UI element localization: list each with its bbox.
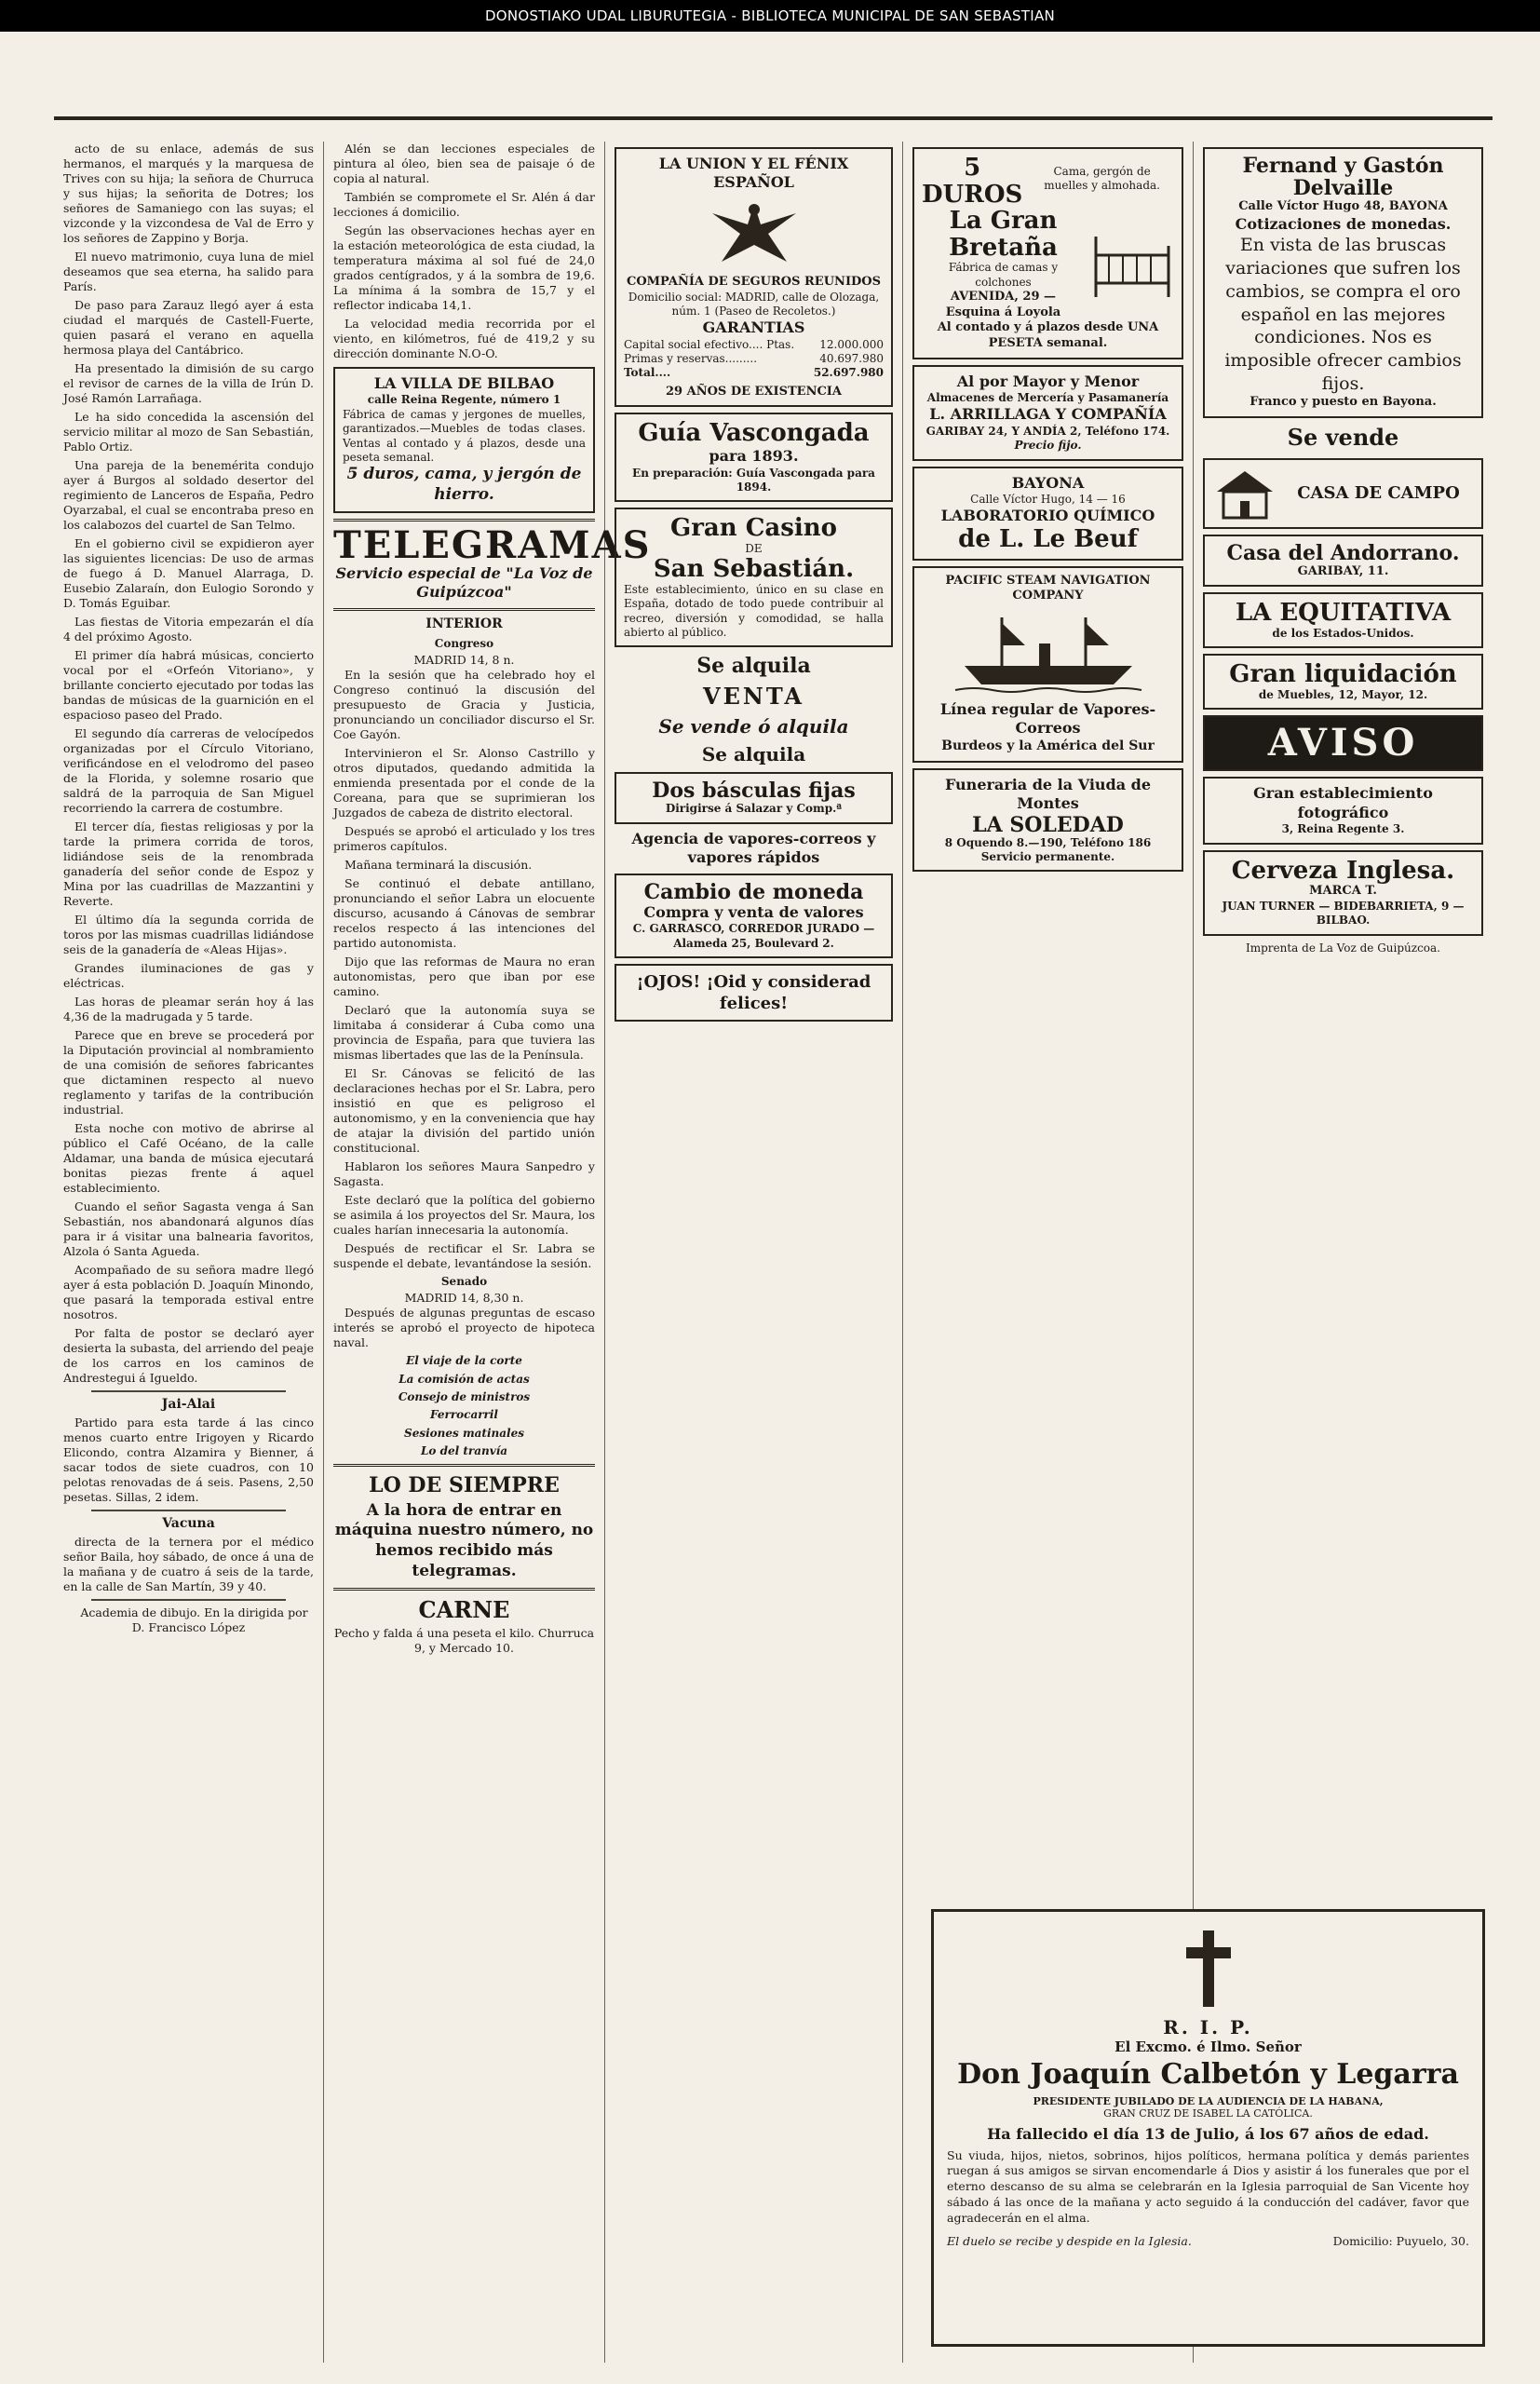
capital-label: Capital social efectivo.... Ptas. <box>624 337 795 351</box>
campo-title: CASA DE CAMPO <box>1297 483 1460 504</box>
cambio-ad <box>615 874 893 958</box>
senado-date: MADRID 14, 8,30 n. <box>404 1291 524 1306</box>
divider <box>91 1599 286 1601</box>
actas-heading: La comisión de actas <box>399 1372 530 1386</box>
alquila2-heading: Se alquila <box>701 742 806 765</box>
academia-text: Academia de dibujo. En la dirigida por D. Francisco López <box>80 1605 308 1634</box>
vende-heading: Se vende ó alquila <box>658 715 849 738</box>
obituary-title2: GRAN CRUZ DE ISABEL LA CATÓLICA. <box>1103 2106 1313 2120</box>
primas-row <box>624 352 884 366</box>
cambio-title: Cambio de moneda <box>643 879 864 904</box>
archive-header: DONOSTIAKO UDAL LIBURUTEGIA - BIBLIOTECA MUNICIPAL DE SAN SEBASTIAN <box>0 0 1540 32</box>
news-paragraph: El último día la segunda corrida de toros por las mismas cuadrillas lidiándose seis de la ganadería de «Aleas Hijas». <box>63 913 314 956</box>
obituary-duelo: El duelo se recibe y despide en la Iglesia. <box>947 2233 1192 2248</box>
capital-value: 12.000.000 <box>819 337 884 351</box>
cambio-sub: Compra y venta de valores <box>643 902 864 921</box>
aviso-ad <box>1203 715 1483 771</box>
steamship-icon <box>955 608 1141 697</box>
congreso-paragraph: Este declaró que la política del gobierno se asimila á los proyectos del Sr. Maura, los cuales harían innecesaria la autonomía. <box>333 1192 595 1237</box>
funeraria-sub: Servicio permanente. <box>980 850 1115 864</box>
congreso-paragraph: Se continuó el debate antillano, pronunciando el señor Labra un elocuente discurso, acusando á Cánovas de sembrar recelos respecto á las intenciones del partido autonomista. <box>333 875 595 950</box>
ferrocarril-heading: Ferrocarril <box>430 1408 498 1422</box>
fernand-sub: Cotizaciones de monedas. <box>1235 215 1452 233</box>
note-paragraph: También se compromete el Sr. Alén á dar lecciones á domicilio. <box>333 190 595 219</box>
funeraria-name: LA SOLEDAD <box>972 812 1124 837</box>
news-paragraph: De paso para Zarauz llegó ayer á esta ciudad el marqués de Castell-Fuerte, quien pasará el verano en aquella hermosa playa del Cantábrico. <box>63 298 314 357</box>
house-icon <box>1212 466 1277 522</box>
siempre-heading: LO DE SIEMPRE <box>369 1473 560 1498</box>
guia-title: Guía Vascongada <box>638 419 870 448</box>
telegramas-title: TELEGRAMAS <box>333 522 652 567</box>
capital-row <box>624 338 884 352</box>
note-paragraph: Según las observaciones hechas ayer en la estación meteorológica de esta ciudad, la temperatura máxima al sol fué de 24,0 grados centígrados, y á la sombra de 19,6. La mínima á la sombra de 15,7 y el reflector indicaba 14,1. <box>333 224 595 312</box>
siempre-text: A la hora de entrar en máquina nuestro número, no hemos recibido más telegramas. <box>334 1500 594 1580</box>
obituary-name: Don Joaquín Calbetón y Legarra <box>957 2058 1459 2091</box>
liquidacion-sub: de Muebles, 12, Mayor, 12. <box>1258 687 1428 701</box>
duros-row <box>922 155 1174 208</box>
villa-title: LA VILLA DE BILBAO <box>373 374 555 392</box>
note-paragraph: Alén se dan lecciones especiales de pintura al óleo, bien sea de paisaje ó de copia al natural. <box>333 142 595 185</box>
equitativa-sub: de los Estados-Unidos. <box>1272 627 1414 641</box>
congreso-paragraph: El Sr. Cánovas se felicitó de las declaraciones hechas por el Sr. Labra, pero insistió en que es peligroso el autonomismo, y en la conveniencia que hay de atajar la división del partido unión constitucional. <box>333 1065 595 1155</box>
news-paragraph: El tercer día, fiestas religiosas y por la tarde la primera corrida de toros, lidiándose seis de la renombrada ganadería del señor conde de Espoz y Mina por las cuadrillas de Mazzantini y Reverte. <box>63 820 314 908</box>
congreso-heading: Congreso <box>434 636 494 650</box>
divider <box>333 519 595 522</box>
congreso-paragraph: Hablaron los señores Maura Sanpedro y Sagasta. <box>333 1158 595 1188</box>
news-paragraph: En el gobierno civil se expidieron ayer las siguientes licencias: De uso de armas de fuego á D. Manuel Alarraga, D. Eusebio Zalaraín, don Eulogio Sorondo y D. Tomás Eguibar. <box>63 536 314 610</box>
fernand-title: Fernand y Gastón Delvaille <box>1242 154 1444 201</box>
cambio-addr: C. GARRASCO, CORREDOR JURADO — Alameda 25, Boulevard 2. <box>632 922 875 950</box>
tranvia-heading: Lo del tranvía <box>420 1444 508 1458</box>
mayor-title: Al por Mayor y Menor <box>956 372 1140 390</box>
guia-prep: En preparación: Guía Vascongada para 1894. <box>632 466 875 494</box>
news-paragraph: Esta noche con motivo de abrirse al público el Café Océano, de la calle Aldamar, una banda de música ejecutará bonitas piezas frente á aquel establecimiento. <box>63 1121 314 1195</box>
ojos-ad <box>615 964 893 1022</box>
casa-campo-ad <box>1203 458 1483 529</box>
andorrano-addr: GARIBAY, 11. <box>1297 563 1389 578</box>
congreso-paragraph: Después de rectificar el Sr. Labra se suspende el debate, levantándose la sesión. <box>333 1240 595 1270</box>
news-paragraph: El segundo día carreras de velocípedos organizadas por el Círculo Vitoriano, verificándose en el velodromo del paseo de la Florida, y solemne rosario que saldrá de la parroquia de San Miguel recorriendo la carrera de costumbre. <box>63 726 314 815</box>
rip-heading: R. I. P. <box>1163 2016 1253 2039</box>
liquidacion-ad <box>1203 654 1483 710</box>
bayona-title: BAYONA <box>1011 473 1085 492</box>
column-3 <box>605 142 903 2363</box>
lab-name: de L. Le Beuf <box>958 524 1138 553</box>
union-addr: Domicilio social: MADRID, calle de Olozaga, núm. 1 (Paseo de Recoletos.) <box>628 290 880 318</box>
villa-price: 5 duros, cama, y jergón de hierro. <box>346 465 582 505</box>
congreso-paragraph: Después se aprobó el articulado y los tres primeros capítulos. <box>333 823 595 853</box>
mayor-price: Precio fijo. <box>1014 439 1082 453</box>
fotografico-ad <box>1203 777 1483 844</box>
casino-text: Este establecimiento, único en su clase en España, dotado de todo puede contribuir al recreo, diversión y comodidad, se halla abierto al público. <box>624 582 884 639</box>
jaialai-text: Partido para esta tarde á las cinco menos cuarto entre Irigoyen y Ricardo Elicondo, contra Alzamira y Bienner, á sacar todos de siete cuadros, con 10 pelotas renovadas de á seis. Pasens, 2,50 pesetas. Sillas, 2 idem. <box>63 1415 314 1504</box>
divider <box>91 1510 286 1511</box>
divider <box>333 608 595 611</box>
bayona-addr: Calle Víctor Hugo, 14 — 16 <box>970 493 1126 507</box>
union-fenix-ad <box>615 147 893 407</box>
news-paragraph: Cuando el señor Sagasta venga á San Sebastián, nos abandonará algunos días para ir á visitar una balnearia favoritos, Alzola ó Santa Agueda. <box>63 1199 314 1258</box>
guia-year: para 1893. <box>709 447 799 466</box>
congreso-report <box>333 668 595 1271</box>
divider <box>333 1588 595 1591</box>
divider <box>333 1464 595 1467</box>
news-paragraph: El primer día habrá músicas, concierto vocal por el «Orfeón Vitoriano», y brillante concierto ejecutado por todas las bandas de músicas de la guarnición en el espacioso paseo del Prado. <box>63 648 314 722</box>
bretana-sub: Fábrica de camas y colchones <box>948 261 1059 289</box>
imprenta-footer: Imprenta de La Voz de Guipúzcoa. <box>1245 941 1440 955</box>
alquila-heading: Se alquila <box>696 654 811 679</box>
obituary-text: Su viuda, hijos, nietos, sobrinos, hijos políticos, hermana política y demás parientes ruegan á sus amigos se sirvan encomendarle á Dios y asistir á los funerales que por el eterno descanso de su alma se celebrarán en la Iglesia parroquial de San Vicente hoy sábado á las once de la mañana y acto seguido á la conducción del cadáver, favor que agradecerán en el alma. <box>947 2147 1469 2225</box>
ojos-title: ¡OJOS! ¡Oid y considerad felices! <box>636 972 871 1014</box>
cross-icon <box>1181 1927 1236 2011</box>
news-paragraph: Le ha sido concedida la ascensión del servicio militar al mozo de San Sebastián, Pablo Ortiz. <box>63 410 314 454</box>
mayor-addr: GARIBAY 24, Y ANDÍA 2, Teléfono 174. <box>925 424 1170 438</box>
column-1 <box>54 142 324 2363</box>
pacific-ad <box>912 566 1183 763</box>
fernand-addr: Calle Víctor Hugo 48, BAYONA <box>1238 199 1448 214</box>
bed-icon <box>1090 227 1174 302</box>
obituary-title1: PRESIDENTE JUBILADO DE LA AUDIENCIA DE LA HABANA, <box>1033 2094 1384 2107</box>
mayor-name: L. ARRILLAGA Y COMPAÑÍA <box>929 405 1167 424</box>
note-paragraph: La velocidad media recorrida por el viento, en kilómetros, fué de 419,2 y su dirección dominante N.O-O. <box>333 317 595 360</box>
total-row <box>624 366 884 380</box>
obituary-box <box>931 1909 1485 2347</box>
villa-text: Fábrica de camas y jergones de muelles, garantizados.—Muebles de todas clases. Ventas al contado y á plazos, desde una peseta semanal. <box>343 407 586 464</box>
equitativa-title: LA EQUITATIVA <box>1235 599 1452 628</box>
notes <box>333 142 595 361</box>
equitativa-ad <box>1203 592 1483 648</box>
divider <box>91 1390 286 1392</box>
bretana-title: La Gran Bretaña <box>949 207 1058 262</box>
duros-sub: Cama, gergón de muelles y almohada. <box>1044 165 1160 193</box>
basculas-sub: Dirigirse á Salazar y Comp.ª <box>665 802 843 816</box>
villa-bilbao-ad <box>333 367 595 513</box>
gran-bretana-ad <box>912 147 1183 359</box>
mayor-sub: Almacenes de Mercería y Pasamanería <box>926 391 1169 405</box>
anos-heading: 29 AÑOS DE EXISTENCIA <box>666 384 842 399</box>
funeraria-title: Funeraria de la Viuda de Montes <box>944 775 1152 813</box>
primas-label: Primas y reservas......... <box>624 352 758 366</box>
andorrano-ad <box>1203 535 1483 588</box>
union-title: LA UNION Y EL FÉNIX ESPAÑOL <box>658 155 849 192</box>
bretana-foot: Al contado y á plazos desde UNA PESETA semanal. <box>937 320 1159 350</box>
news-paragraph: Las horas de pleamar serán hoy á las 4,36 de la madrugada y 5 tarde. <box>63 995 314 1023</box>
cerveza-sub: MARCA T. <box>1309 884 1377 899</box>
foto-addr: 3, Reina Regente 3. <box>1281 822 1405 836</box>
senado-text: Después de algunas preguntas de escaso interés se aprobó el proyecto de hipoteca naval. <box>333 1306 595 1350</box>
obituary-honor: El Excmo. é Ilmo. Señor <box>1114 2039 1302 2055</box>
news-paragraph: Una pareja de la benemérita condujo ayer á Burgos al soldado desertor del regimiento de Lanceros de España, Pedro Oyarzabal, el cual se encontraba preso en los calabozos del cuartel de San Telmo. <box>63 458 314 532</box>
news-paragraph: Acompañado de su señora madre llegó ayer á esta población D. Joaquín Minondo, que pasará la temporada estival entre nosotros. <box>63 1263 314 1321</box>
delvaille-ad <box>1203 147 1483 418</box>
venta-heading: VENTA <box>702 683 805 711</box>
villa-sub: calle Reina Regente, número 1 <box>367 393 561 407</box>
news-paragraph: acto de su enlace, además de sus hermanos, el marqués y la marquesa de Trives con su hija; la señora de Churruca y sus hijas; la señorita de Dotres; los señores de Samaniego con las suyas; el vizconde y la vizcondesa de Val de Erro y los señores de Zappino y Borja. <box>63 142 314 245</box>
linea-sub: Burdeos y la América del Sur <box>941 738 1155 753</box>
garantias-heading: GARANTIAS <box>702 318 805 337</box>
casino-ad <box>615 508 893 647</box>
obituary-died: Ha fallecido el día 13 de Julio, á los 67 años de edad. <box>987 2124 1429 2143</box>
news-paragraph: Grandes iluminaciones de gas y eléctricas. <box>63 961 314 990</box>
news-paragraph: Parece que en breve se procederá por la Diputación provincial al nombramiento de una comisión de señores fabricantes que dictaminen respecto al nuevo reglamento y tarifas de la contribución industrial. <box>63 1028 314 1117</box>
congreso-date: MADRID 14, 8 n. <box>413 652 515 667</box>
total-label: Total.... <box>624 366 671 380</box>
duros-title: 5 DUROS <box>922 154 1023 209</box>
jaialai-heading: Jai-Alai <box>161 1397 216 1412</box>
news-paragraph: Las fiestas de Vitoria empezarán el día 4 del próximo Agosto. <box>63 615 314 643</box>
total-value: 52.697.980 <box>813 366 884 380</box>
guia-ad <box>615 413 893 502</box>
vacuna-text: directa de la ternera por el médico señor Baila, hoy sábado, de once á una de la mañana y de cuatro á seis de la tarde, en la calle de San Martín, 39 y 40. <box>63 1534 314 1593</box>
bretana-row <box>922 208 1174 320</box>
cerveza-addr: JUAN TURNER — BIDEBARRIETA, 9 — BILBAO. <box>1222 899 1465 928</box>
funeraria-addr: 8 Oquendo 8.—190, Teléfono 186 <box>944 835 1152 849</box>
franco-text: Franco y puesto en Bayona. <box>1250 395 1437 410</box>
lab-title: LABORATORIO QUÍMICO <box>940 507 1155 525</box>
basculas-ad <box>615 772 893 824</box>
congreso-paragraph: Intervinieron el Sr. Alonso Castrillo y otros diputados, quedando admitida la enmienda presentada por el conde de la Coreana, para que se suprimieran los Juzgados de cabeza de distrito electoral. <box>333 745 595 820</box>
sesiones-heading: Sesiones matinales <box>404 1426 524 1440</box>
casino-de: DE <box>745 541 763 555</box>
leboeuf-ad <box>912 467 1183 561</box>
andorrano-title: Casa del Andorrano. <box>1226 540 1460 565</box>
telegramas-subtitle: Servicio especial de "La Voz de Guipúzcoa" <box>335 563 593 602</box>
obituary-domicilio: Domicilio: Puyuelo, 30. <box>1332 2233 1469 2248</box>
foto-title: Gran establecimiento fotográfico <box>1253 784 1433 821</box>
interior-heading: INTERIOR <box>426 616 503 631</box>
funeraria-ad <box>912 768 1183 873</box>
basculas-title: Dos básculas fijas <box>652 779 856 804</box>
primas-value: 40.697.980 <box>819 352 884 366</box>
congreso-paragraph: Mañana terminará la discusión. <box>344 857 533 872</box>
congreso-paragraph: En la sesión que ha celebrado hoy el Congreso continuó la discusión del presupuesto de Gracia y Justicia, pronunciando un conciliador discurso el Sr. Coe Gayón. <box>333 667 595 741</box>
top-rule <box>54 116 1493 120</box>
eagle-emblem-icon <box>703 196 805 271</box>
news-paragraph: Por falta de postor se declaró ayer desierta la subasta, del arriendo del peaje de los carros en los caminos de Andrestegui á Igueldo. <box>63 1326 314 1385</box>
news-items <box>63 142 314 1386</box>
aviso-title: AVISO <box>1267 721 1419 765</box>
casino-title: Gran Casino <box>669 514 837 543</box>
casino-city: San Sebastián. <box>653 555 855 584</box>
news-paragraph: Ha presentado la dimisión de su cargo el revisor de carnes de la villa de Irún D. José Ramón Larrañaga. <box>63 361 314 405</box>
union-sub: COMPAÑÍA DE SEGUROS REUNIDOS <box>626 274 882 289</box>
cerveza-title: Cerveza Inglesa. <box>1231 856 1455 885</box>
viaje-heading: El viaje de la corte <box>406 1354 522 1368</box>
liquidacion-title: Gran liquidación <box>1229 660 1457 689</box>
arrillaga-ad <box>912 365 1183 461</box>
linea-title: Línea regular de Vapores-Correos <box>939 699 1156 738</box>
agencia-heading: Agencia de vapores-correos y vapores rápidos <box>631 829 876 867</box>
bretana-addr: AVENIDA, 29 — Esquina á Loyola <box>945 290 1061 319</box>
fernand-text: En vista de las bruscas variaciones que sufren los cambios, se compra el oro español en las mejores condiciones. Nos es imposible ofrecer cambios fijos. <box>1224 235 1462 394</box>
obituary-footer <box>947 2234 1469 2248</box>
pacific-title: PACIFIC STEAM NAVIGATION COMPANY <box>945 573 1151 603</box>
congreso-paragraph: Declaró que la autonomía suya se limitaba á considerar á Cuba como una provincia de España, para que tuviera las mismas libertades que las de la Península. <box>333 1002 595 1062</box>
ministros-heading: Consejo de ministros <box>398 1390 531 1404</box>
senado-heading: Senado <box>440 1274 488 1288</box>
congreso-paragraph: Dijo que las reformas de Maura no eran autonomistas, pero que iban por ese camino. <box>333 954 595 998</box>
news-paragraph: El nuevo matrimonio, cuya luna de miel deseamos que sea eterna, ha salido para París. <box>63 250 314 293</box>
cerveza-ad <box>1203 850 1483 936</box>
vacuna-heading: Vacuna <box>162 1515 215 1531</box>
carne-heading: CARNE <box>418 1595 510 1623</box>
vende-heading: Se vende <box>1287 423 1399 451</box>
bretana-text <box>922 208 1085 320</box>
carne-text: Pecho y falda á una peseta el kilo. Churruca 9, y Mercado 10. <box>333 1626 595 1656</box>
